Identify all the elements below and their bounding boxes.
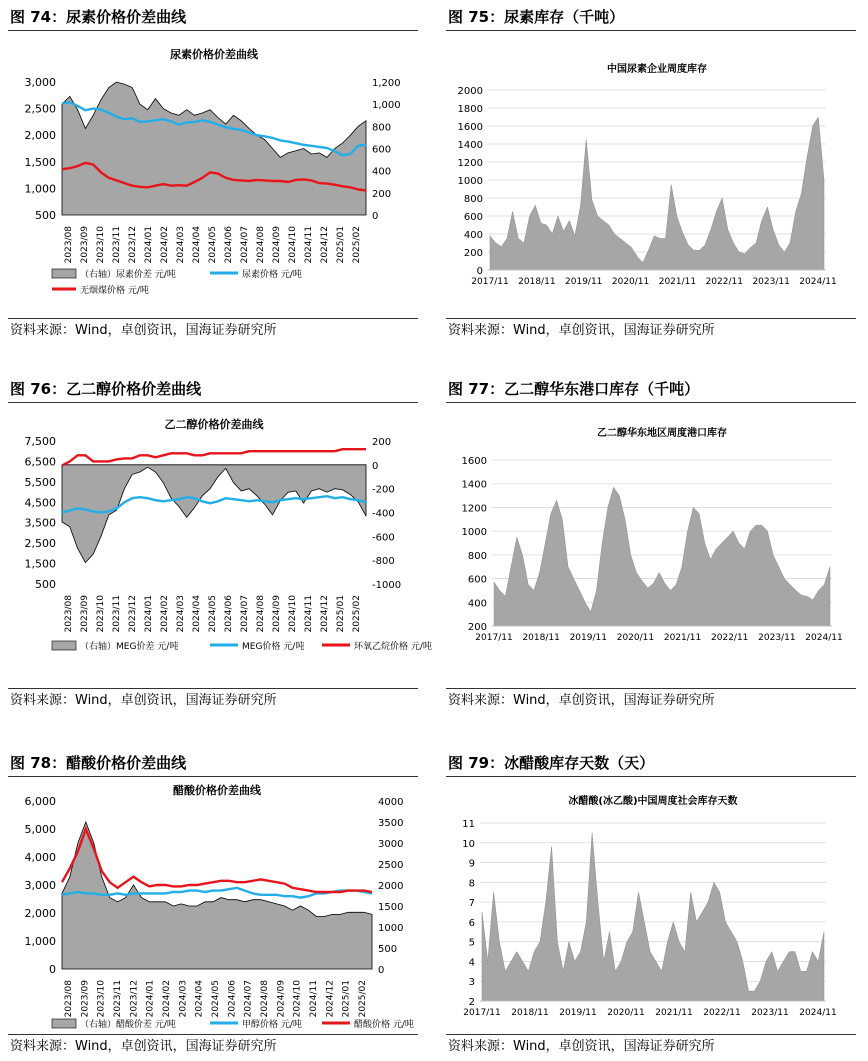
y-right-tick-label: -400 (372, 508, 395, 520)
x-tick-label: 2023/10 (96, 595, 106, 633)
y-tick-label: 1200 (457, 158, 483, 169)
x-tick-label: 2020/11 (607, 1008, 645, 1018)
x-tick-label: 2024/10 (292, 980, 303, 1018)
y-right-tick-label: 400 (372, 166, 392, 178)
y-tick-label: 800 (467, 550, 487, 562)
x-tick-label: 2024/11 (799, 1008, 837, 1018)
y-right-tick-label: 600 (372, 144, 392, 156)
chart-svg (8, 32, 418, 300)
y-right-tick-label: 2500 (378, 860, 404, 871)
x-tick-label: 2019/11 (565, 277, 603, 287)
source-note: 资料来源：Wind，卓创资讯，国海证券研究所 (446, 688, 856, 710)
series-area-inventory (482, 833, 824, 1001)
y-left-tick-label: 3,000 (24, 879, 56, 892)
x-tick-label: 2024/11 (309, 980, 319, 1018)
figure-76 (8, 376, 432, 716)
x-tick-label: 2024/02 (160, 226, 170, 264)
x-tick-label: 2018/11 (522, 633, 560, 643)
y-tick-label: 2 (468, 997, 475, 1008)
y-right-tick-label: -200 (372, 484, 395, 496)
x-tick-label: 2023/11 (113, 980, 123, 1018)
x-tick-label: 2023/12 (128, 595, 138, 633)
x-tick-label: 2020/11 (616, 633, 655, 643)
figure-title: 图 75：尿素库存（千吨） (446, 4, 856, 31)
x-tick-label: 2024/12 (320, 595, 330, 633)
legend-label: 无烟煤价格 元/吨 (80, 286, 149, 296)
x-tick-label: 2024/11 (304, 226, 314, 264)
y-tick-label: 11 (462, 819, 475, 830)
x-tick-label: 2024/09 (272, 226, 282, 264)
y-right-tick-label: 1,000 (372, 100, 401, 112)
y-tick-label: 400 (467, 598, 487, 610)
legend-label: 环氧乙烷价格 元/吨 (354, 642, 432, 652)
y-right-tick-label: 1000 (378, 923, 404, 934)
x-tick-label: 2024/05 (208, 595, 218, 633)
y-right-tick-label: 200 (372, 437, 392, 448)
y-right-tick-label: 4000 (378, 797, 404, 808)
x-tick-label: 2024/07 (243, 980, 254, 1018)
x-tick-label: 2018/11 (518, 277, 556, 287)
chart-title: 乙二醇华东地区周度港口库存 (597, 428, 727, 439)
y-tick-label: 1600 (457, 122, 483, 133)
x-tick-label: 2017/11 (463, 1008, 501, 1018)
y-right-tick-label: 3000 (378, 839, 404, 850)
chart-meg-port-inventory (446, 404, 856, 684)
legend-label: MEG价格 元/吨 (242, 642, 305, 652)
x-tick-label: 2021/11 (663, 633, 702, 643)
y-left-tick-label: 2,000 (24, 129, 56, 143)
y-left-tick-label: 0 (49, 963, 56, 976)
y-right-tick-label: 3500 (378, 818, 404, 829)
x-tick-label: 2022/11 (711, 633, 749, 643)
x-tick-label: 2024/12 (325, 980, 336, 1018)
x-tick-label: 2024/04 (192, 595, 202, 633)
x-tick-label: 2024/04 (192, 226, 202, 264)
series-area-spread (62, 465, 366, 563)
x-tick-label: 2024/06 (224, 226, 234, 264)
source-note: 资料来源：Wind，卓创资讯，国海证券研究所 (8, 688, 418, 710)
y-right-tick-label: 0 (378, 965, 385, 976)
source-note: 资料来源：Wind，卓创资讯，国海证券研究所 (446, 1034, 856, 1056)
y-tick-label: 10 (462, 838, 475, 850)
legend-swatch-area (52, 269, 76, 278)
y-tick-label: 1000 (457, 176, 483, 187)
figure-79 (446, 750, 856, 1054)
x-tick-label: 2024/01 (145, 980, 156, 1018)
x-tick-label: 2021/11 (658, 277, 697, 287)
x-tick-label: 2025/01 (336, 226, 346, 264)
x-tick-label: 2025/02 (352, 226, 362, 264)
series-area-spread (62, 82, 366, 215)
x-tick-label: 2019/11 (569, 633, 607, 643)
y-left-tick-label: 1,500 (24, 557, 56, 571)
x-tick-label: 2024/12 (320, 226, 330, 264)
y-left-tick-label: 4,500 (24, 496, 56, 510)
figure-title: 图 79：冰醋酸库存天数（天） (446, 750, 856, 777)
y-tick-label: 1400 (461, 479, 487, 491)
x-tick-label: 2024/08 (256, 226, 266, 264)
x-tick-label: 2023/12 (129, 980, 140, 1018)
x-tick-label: 2024/08 (260, 980, 270, 1018)
figure-75 (446, 4, 856, 344)
x-tick-label: 2024/02 (160, 595, 170, 633)
y-tick-label: 4 (468, 957, 475, 969)
source-note: 资料来源：Wind，卓创资讯，国海证券研究所 (8, 1034, 418, 1056)
x-tick-label: 2024/10 (288, 595, 298, 633)
x-tick-label: 2023/10 (96, 980, 107, 1018)
y-tick-label: 400 (463, 230, 483, 241)
y-right-tick-label: -800 (372, 556, 395, 568)
y-tick-label: 800 (463, 194, 483, 205)
x-tick-label: 2025/02 (358, 980, 368, 1018)
x-tick-label: 2024/09 (272, 595, 282, 633)
y-right-tick-label: 500 (378, 944, 398, 955)
y-tick-label: 9 (468, 858, 475, 870)
x-tick-label: 2024/07 (240, 226, 250, 264)
y-tick-label: 600 (467, 574, 487, 586)
source-note: 资料来源：Wind，卓创资讯，国海证券研究所 (8, 318, 418, 340)
chart-svg (446, 32, 856, 300)
x-tick-label: 2018/11 (511, 1008, 549, 1018)
y-right-tick-label: 1500 (378, 902, 404, 913)
y-left-tick-label: 1,000 (24, 182, 56, 196)
x-tick-label: 2023/11 (758, 633, 796, 643)
x-tick-label: 2024/04 (194, 980, 205, 1018)
figure-title: 图 74：尿素价格价差曲线 (8, 4, 418, 31)
x-tick-label: 2023/08 (64, 980, 74, 1018)
x-tick-label: 2024/05 (208, 226, 218, 264)
figure-title: 图 76：乙二醇价格价差曲线 (8, 376, 418, 403)
y-tick-label: 1400 (457, 140, 483, 151)
x-tick-label: 2024/07 (240, 595, 250, 633)
y-right-tick-label: 1,200 (372, 78, 401, 89)
legend-label: 尿素价格 元/吨 (242, 270, 302, 280)
x-tick-label: 2022/11 (703, 1008, 741, 1018)
y-left-tick-label: 6,500 (24, 455, 56, 469)
x-tick-label: 2024/11 (805, 633, 843, 643)
x-tick-label: 2024/11 (799, 277, 837, 287)
x-tick-label: 2025/01 (341, 980, 352, 1018)
chart-title: 中国尿素企业周度库存 (607, 64, 707, 75)
figure-74 (8, 4, 418, 344)
legend-swatch-area (52, 1019, 76, 1028)
chart-meg-price-spread (8, 404, 432, 684)
figure-title: 图 78：醋酸价格价差曲线 (8, 750, 418, 777)
chart-svg (446, 778, 856, 1034)
figure-78 (8, 750, 418, 1054)
y-left-tick-label: 500 (35, 209, 56, 222)
x-tick-label: 2021/11 (655, 1008, 693, 1018)
chart-svg (8, 404, 432, 684)
y-right-tick-label: 0 (372, 460, 379, 472)
legend-label: （右轴）MEG价差 元/吨 (80, 642, 179, 652)
y-tick-label: 1200 (461, 503, 487, 515)
x-tick-label: 2024/03 (176, 595, 186, 633)
x-tick-label: 2024/06 (227, 980, 238, 1018)
y-right-tick-label: 800 (372, 122, 392, 134)
x-tick-label: 2017/11 (475, 633, 513, 643)
figure-title: 图 77：乙二醇华东港口库存（千吨） (446, 376, 856, 403)
chart-acetic-price-spread (8, 778, 418, 1034)
y-left-tick-label: 2,000 (24, 907, 56, 920)
x-tick-label: 2024/03 (176, 226, 186, 264)
chart-title: 醋酸价格价差曲线 (173, 784, 261, 797)
y-right-tick-label: 0 (372, 211, 379, 222)
chart-title: 冰醋酸(冰乙酸)中国周度社会库存天数 (568, 796, 738, 807)
x-tick-label: 2017/11 (471, 277, 509, 287)
series-line-red (62, 449, 366, 465)
chart-title: 尿素价格价差曲线 (170, 48, 258, 61)
chart-urea-price-spread (8, 32, 418, 300)
y-tick-label: 1600 (461, 456, 487, 467)
legend-swatch-area (52, 641, 76, 650)
y-left-tick-label: 7,500 (24, 435, 56, 448)
x-tick-label: 2024/06 (224, 595, 234, 633)
y-tick-label: 5 (468, 937, 475, 949)
y-left-tick-label: 5,000 (24, 823, 56, 836)
legend-label: 甲醇价格 元/吨 (242, 1020, 302, 1030)
y-left-tick-label: 4,000 (24, 851, 56, 864)
x-tick-label: 2024/03 (178, 980, 189, 1018)
x-tick-label: 2024/08 (256, 595, 266, 633)
y-tick-label: 7 (468, 898, 475, 910)
x-tick-label: 2023/11 (112, 226, 122, 264)
x-tick-label: 2024/01 (144, 226, 154, 264)
chart-urea-inventory (446, 32, 856, 300)
y-left-tick-label: 1,500 (24, 155, 56, 169)
source-note: 资料来源：Wind，卓创资讯，国海证券研究所 (446, 318, 856, 340)
y-tick-label: 2000 (457, 86, 483, 97)
y-right-tick-label: 2000 (378, 881, 404, 892)
chart-svg (8, 778, 418, 1034)
y-left-tick-label: 3,500 (24, 516, 56, 530)
x-tick-label: 2023/10 (96, 226, 106, 264)
chart-acetic-inventory-days (446, 778, 856, 1034)
x-tick-label: 2024/05 (211, 980, 221, 1018)
x-tick-label: 2024/01 (144, 595, 154, 633)
x-tick-label: 2023/09 (80, 595, 90, 633)
x-tick-label: 2025/02 (352, 595, 362, 633)
x-tick-label: 2023/11 (112, 595, 122, 633)
x-tick-label: 2023/09 (80, 980, 91, 1018)
x-tick-label: 2023/09 (80, 226, 90, 264)
x-tick-label: 2023/08 (64, 595, 74, 633)
y-left-tick-label: 2,500 (24, 102, 56, 116)
y-tick-label: 0 (476, 266, 483, 277)
y-tick-label: 8 (468, 878, 475, 890)
y-tick-label: 200 (467, 622, 487, 633)
x-tick-label: 2023/12 (128, 226, 138, 264)
x-tick-label: 2024/09 (276, 980, 287, 1018)
y-left-tick-label: 1,000 (24, 935, 56, 948)
series-area-inventory (490, 117, 824, 270)
y-left-tick-label: 6,000 (24, 795, 56, 808)
y-tick-label: 3 (468, 977, 475, 989)
y-left-tick-label: 2,500 (24, 537, 56, 551)
legend-label: （右轴）醋酸价差 元/吨 (80, 1020, 176, 1030)
x-tick-label: 2023/08 (64, 226, 74, 264)
series-area-inventory (494, 487, 830, 626)
y-right-tick-label: 200 (372, 188, 392, 200)
legend-label: 醋酸价格 元/吨 (354, 1020, 414, 1030)
x-tick-label: 2022/11 (705, 277, 743, 287)
figure-77 (446, 376, 856, 716)
x-tick-label: 2019/11 (559, 1008, 597, 1018)
y-tick-label: 1000 (461, 527, 487, 539)
x-tick-label: 2024/10 (288, 226, 298, 264)
x-tick-label: 2024/02 (162, 980, 172, 1018)
y-right-tick-label: -1000 (372, 580, 402, 591)
x-tick-label: 2020/11 (611, 277, 650, 287)
x-tick-label: 2023/11 (751, 1008, 789, 1018)
y-tick-label: 6 (468, 917, 475, 929)
y-tick-label: 600 (463, 212, 483, 223)
y-left-tick-label: 500 (35, 578, 56, 591)
chart-svg (446, 404, 856, 684)
x-tick-label: 2025/01 (336, 595, 346, 633)
x-tick-label: 2023/11 (752, 277, 790, 287)
chart-title: 乙二醇价格价差曲线 (164, 418, 264, 431)
y-tick-label: 1800 (457, 104, 483, 115)
y-left-tick-label: 5,500 (24, 475, 56, 489)
series-line-red (62, 829, 372, 892)
y-right-tick-label: -600 (372, 532, 395, 544)
y-left-tick-label: 3,000 (24, 76, 56, 89)
y-tick-label: 200 (463, 248, 483, 259)
x-tick-label: 2024/11 (304, 595, 314, 633)
legend-label: （右轴）尿素价差 元/吨 (80, 270, 176, 280)
